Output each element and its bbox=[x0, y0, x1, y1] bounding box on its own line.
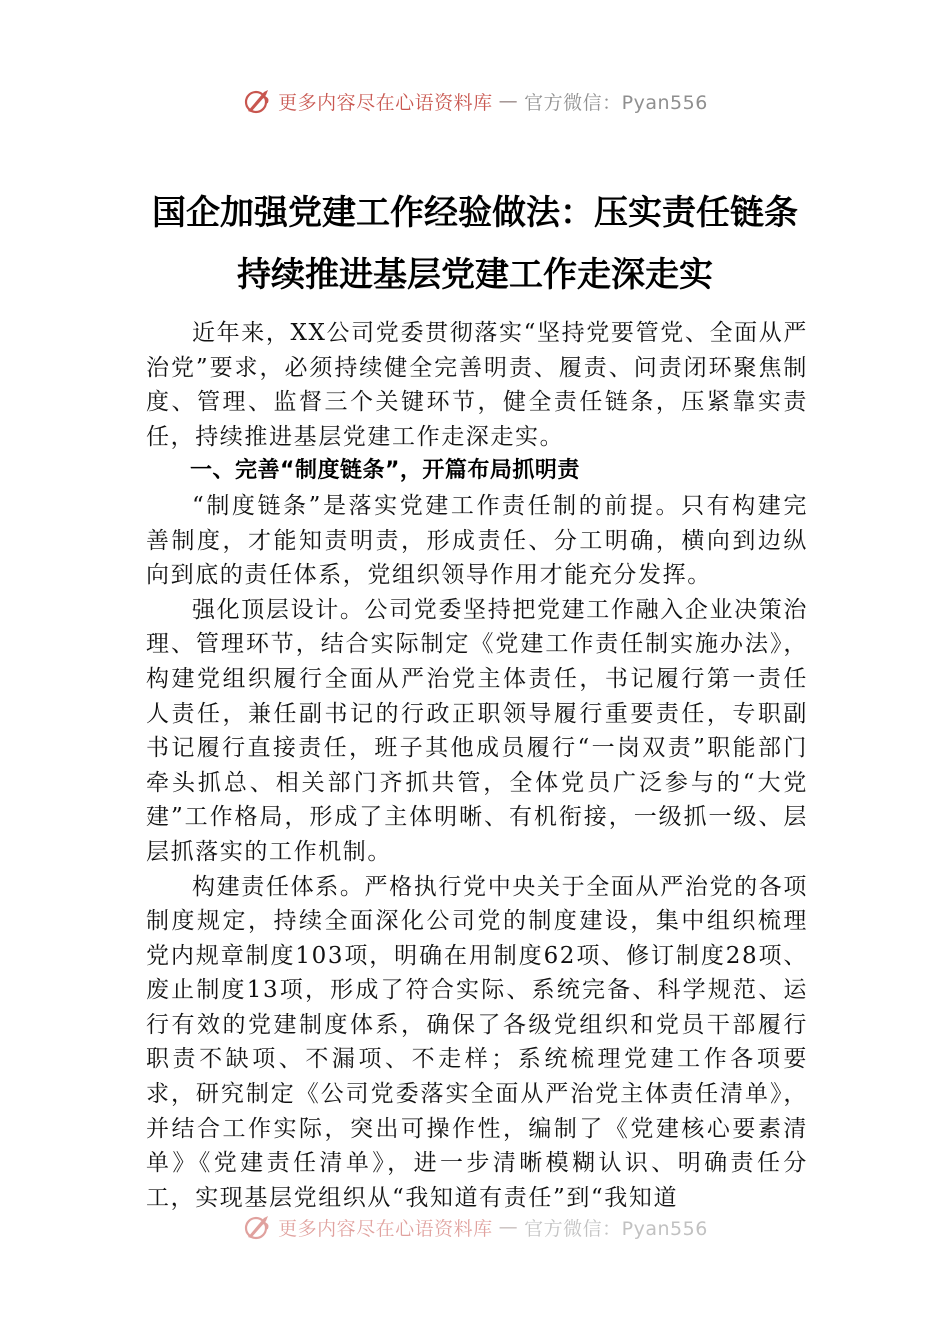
watermark-dash: — bbox=[498, 90, 519, 112]
section-heading-1: 一、完善“制度链条”，开篇布局抓明责 bbox=[190, 458, 580, 484]
paragraph-top-level-design: 强化顶层设计。公司党委坚持把党建工作融入企业决策治理、管理环节，结合实际制定《党建工作责任制实施办法》，构建党组织履行全面从严治党主体责任，书记履行第一责任人责任，兼任副书记的行政正职领导履行重要责任，专职副书记履行直接责任，班子其他成员履行“一岗双责”职能部门牵头抓总、相关部门齐抓共管，全体党员广泛参与的“大党建”工作格局，形成了主体明晰、有机衔接，一级抓一级、层层抓落实的工作机制。 bbox=[146, 596, 808, 865]
watermark-dash: — bbox=[498, 1216, 519, 1238]
watermark-red-text: 更多内容尽在心语资料库 bbox=[278, 91, 493, 114]
document-body bbox=[146, 316, 808, 1215]
watermark-gray-text: 官方微信：Pyan556 bbox=[524, 1217, 708, 1240]
watermark-footer bbox=[0, 1212, 950, 1242]
quill-pen-logo-icon bbox=[242, 86, 272, 116]
document-title: 国企加强党建工作经验做法：压实责任链条 持续推进基层党建工作走深走实 bbox=[152, 193, 798, 295]
watermark-red-text: 更多内容尽在心语资料库 bbox=[278, 1217, 493, 1240]
quill-pen-logo-icon bbox=[242, 1212, 272, 1242]
watermark-gray-text: 官方微信：Pyan556 bbox=[524, 91, 708, 114]
paragraph-institution-chain: “制度链条”是落实党建工作责任制的前提。只有构建完善制度，才能知责明责，形成责任、分工明确，横向到边纵向到底的责任体系，党组织领导作用才能充分发挥。 bbox=[146, 492, 808, 589]
paragraph-responsibility-system: 构建责任体系。严格执行党中央关于全面从严治党的各项制度规定，持续全面深化公司党的制度建设，集中组织梳理党内规章制度103项，明确在用制度62项、修订制度28项、废止制度13项，形成了符合实际、系统完备、科学规范、运行有效的党建制度体系，确保了各级党组织和党员干部履行职责不缺项、不漏项、不走样；系统梳理党建工作各项要求，研究制定《公司党委落实全面从严治党主体责任清单》，并结合工作实际，突出可操作性，编制了《党建核心要素清单》《党建责任清单》，进一步清晰模糊认识、明确责任分工，实现基层党组织从“我知道有责任”到“我知道 bbox=[146, 873, 808, 1211]
paragraph-intro: 近年来，XX公司党委贯彻落实“坚持党要管党、全面从严治党”要求，必须持续健全完善明责、履责、问责闭环聚焦制度、管理、监督三个关键环节，健全责任链条，压紧靠实责任，持续推进基层党建工作走深走实。 bbox=[146, 320, 808, 450]
watermark-header bbox=[0, 86, 950, 116]
